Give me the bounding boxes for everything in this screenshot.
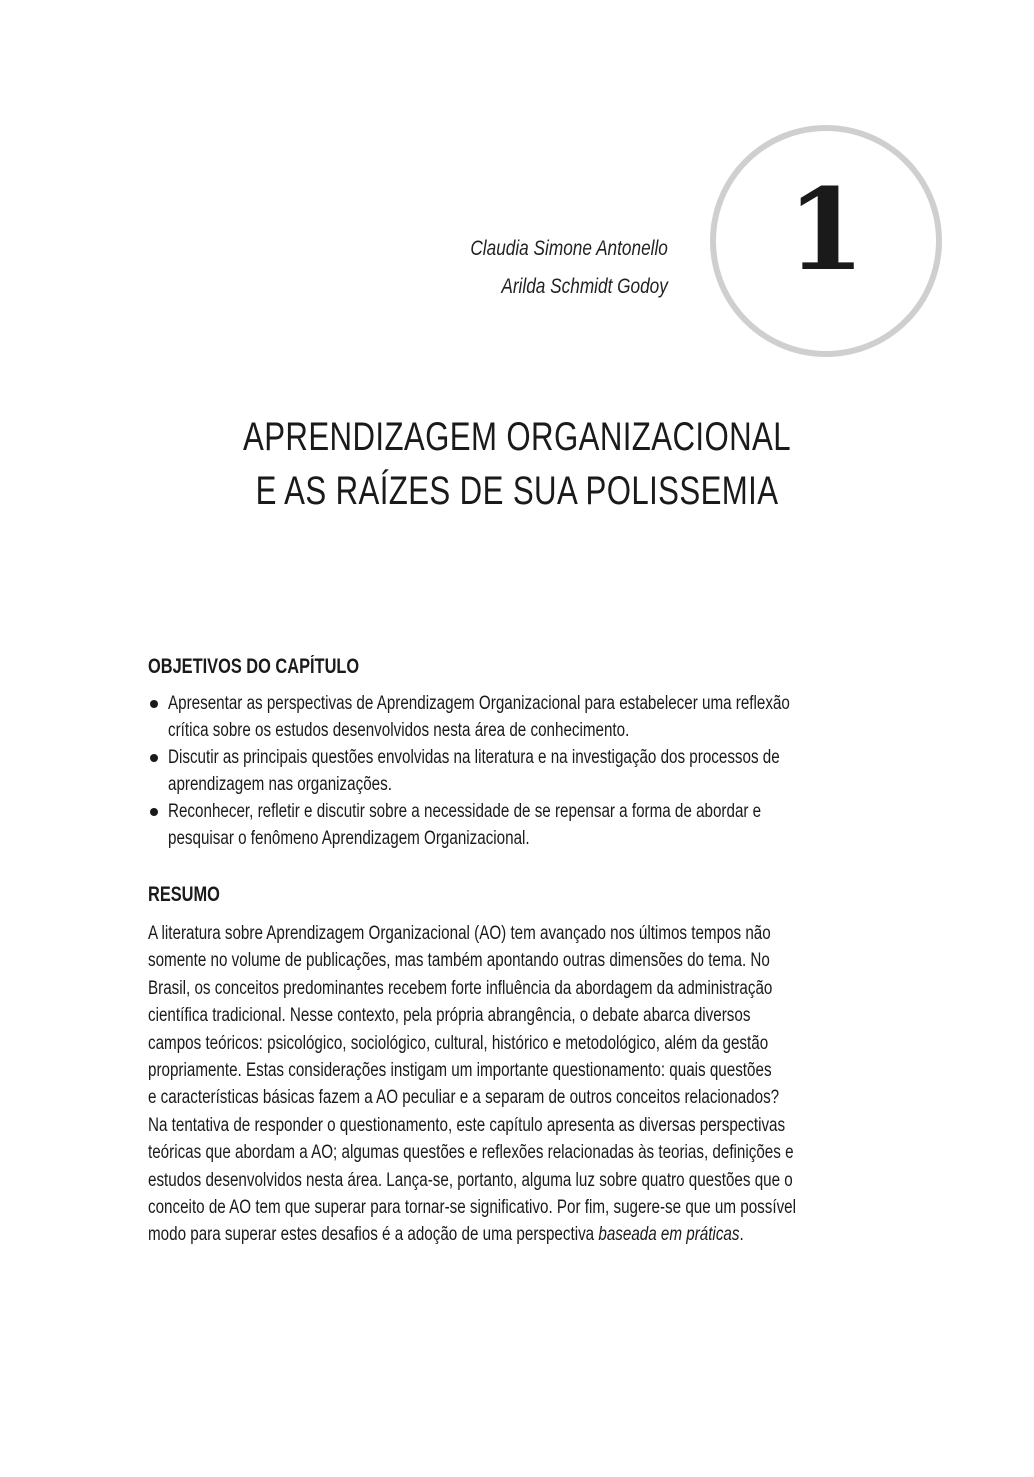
bullet-icon	[150, 754, 158, 762]
summary-paragraph	[148, 920, 888, 1249]
summary-line: somente no volume de publicações, mas também apontando outras dimensões do tema. No	[148, 950, 770, 972]
chapter-number: 1	[787, 165, 865, 296]
summary-line: científica tradicional. Nesse contexto, pela própria abrangência, o debate abarca diversos	[148, 1005, 751, 1027]
objective-text-line: crítica sobre os estudos desenvolvidos nesta área de conhecimento.	[168, 720, 630, 741]
objective-text-line: Apresentar as perspectivas de Aprendizagem Organizacional para estabelecer uma reflexão	[168, 693, 790, 714]
objective-text-line: pesquisar o fenômeno Aprendizagem Organizacional.	[168, 828, 530, 849]
objective-item	[148, 744, 878, 798]
summary-line: teóricas que abordam a AO; algumas questões e reflexões relacionadas às teorias, definições e	[148, 1142, 794, 1164]
summary-heading: RESUMO	[148, 883, 220, 906]
chapter-title-line: APRENDIZAGEM ORGANIZACIONAL	[243, 415, 791, 459]
summary-line: A literatura sobre Aprendizagem Organizacional (AO) tem avançado nos últimos tempos não	[148, 923, 771, 944]
summary-line: Brasil, os conceitos predominantes recebem forte influência da abordagem da administração	[148, 977, 773, 999]
summary-last-line-end: .	[739, 1224, 744, 1246]
objective-text-line: Discutir as principais questões envolvidas na literatura e na investigação dos processos de	[168, 747, 780, 768]
summary-line: estudos desenvolvidos nesta área. Lança-se, portanto, alguma luz sobre quatro questões que o	[148, 1169, 793, 1191]
summary-line: campos teóricos: psicológico, sociológico, cultural, histórico e metodológico, além da gestão	[148, 1032, 769, 1054]
chapter-number-circle	[710, 125, 942, 357]
objective-item	[148, 690, 878, 744]
summary-last-line-text: modo para superar estes desafios é a adoção de uma perspectiva	[148, 1224, 599, 1246]
bullet-icon	[150, 808, 158, 816]
summary-emphasis: baseada em práticas	[598, 1224, 740, 1246]
chapter-title	[0, 410, 1034, 518]
summary-line: e características básicas fazem a AO peculiar e a separam de outros conceitos relacionados?	[148, 1087, 780, 1109]
summary-line: propriamente. Estas considerações instigam um importante questionamento: quais questões	[148, 1060, 772, 1082]
objective-item	[148, 798, 878, 852]
summary-last-line	[148, 1221, 744, 1248]
bullet-icon	[150, 700, 158, 708]
objective-text-line: Reconhecer, refletir e discutir sobre a necessidade de se repensar a forma de abordar e	[168, 801, 762, 822]
objective-text-line: aprendizagem nas organizações.	[168, 774, 392, 795]
objectives-list	[148, 690, 878, 852]
summary-line: Na tentativa de responder o questionamento, este capítulo apresenta as diversas perspectivas	[148, 1114, 786, 1136]
chapter-authors	[427, 230, 668, 306]
author-name: Claudia Simone Antonello	[470, 237, 668, 260]
objectives-heading: OBJETIVOS DO CAPÍTULO	[148, 655, 360, 678]
author-name: Arilda Schmidt Godoy	[501, 275, 668, 298]
chapter-title-line: E AS RAÍZES DE SUA POLISSEMIA	[255, 469, 779, 513]
summary-line: conceito de AO tem que superar para tornar-se significativo. Por fim, sugere-se que um possível	[148, 1197, 797, 1219]
